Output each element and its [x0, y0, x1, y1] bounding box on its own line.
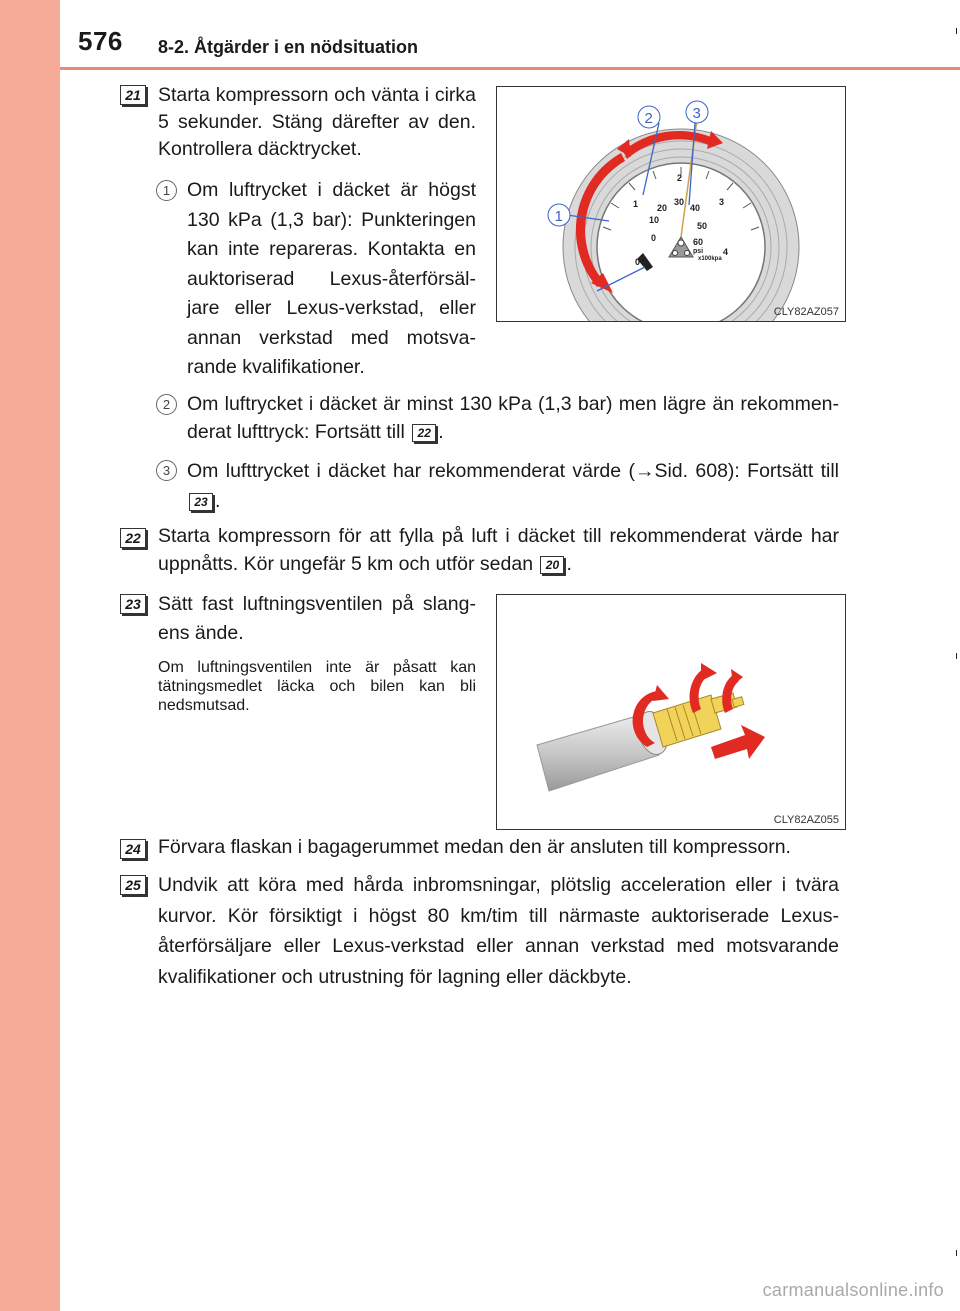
callout-1: 1 [554, 208, 563, 225]
gauge-label-outer-0: 0 [635, 257, 641, 267]
item-2-text-end: . [438, 421, 444, 443]
item-3-text-main: Om lufttrycket i däcket har rekommenderat värde (→Sid. 608): Fortsätt till [187, 460, 839, 482]
step-badge-23: 23 [120, 594, 146, 614]
margin-tick [956, 653, 957, 659]
gauge-illustration [497, 87, 845, 321]
step-22-text-end: . [566, 553, 572, 575]
gauge-label-inner-50: 50 [697, 221, 708, 231]
figure-pressure-gauge [496, 86, 846, 322]
page-number: 576 [78, 26, 123, 56]
item-3-text-end: . [215, 490, 221, 512]
valve-illustration [497, 595, 845, 829]
side-color-band [0, 0, 60, 1311]
gauge-label-outer-3: 3 [719, 197, 725, 207]
ref-badge-22: 22 [412, 424, 436, 442]
step-badge-21: 21 [120, 85, 146, 105]
gauge-label-inner-60: 60 [693, 237, 704, 247]
gauge-label-inner-20: 20 [657, 203, 668, 213]
margin-tick [956, 1250, 957, 1256]
figure-valve [496, 594, 846, 830]
item-2-text-main: Om luftrycket i däcket är minst 130 kPa (1,3 bar) men lägre än rekommen-derat lufttryck: Fortsätt till [187, 393, 839, 443]
step-22-text-main: Starta kompressorn för att fylla på luft i däcket till rekommenderat värde har uppnåtts. Kör ungefär 5 km och utför sedan [158, 525, 839, 575]
gauge-label-outer-2: 2 [677, 173, 683, 183]
figure-code: CLY82AZ055 [773, 814, 839, 826]
step-25-text: Undvik att köra med hårda inbromsningar, plötslig acceleration eller i tvära kurvor. Kör försiktigt i högst 80 km/tim till närmaste auktoriserade Lexus-återförsäljare eller Lexus-verkstad eller annan verkstad med motsvarande kvalifikationer och utrustning för lagning eller däckbyte. [158, 874, 839, 988]
gauge-label-inner-0: 0 [651, 233, 657, 243]
gauge-label-inner-40: 40 [690, 203, 701, 213]
gauge-label-outer-4: 4 [723, 247, 729, 257]
watermark: carmanualsonline.info [762, 1280, 944, 1300]
item-2-text [187, 390, 839, 446]
gauge-unit-kpa: x100kpa [698, 256, 722, 262]
gauge-unit-psi: psi [693, 248, 704, 255]
gauge-label-inner-30: 30 [674, 197, 685, 207]
marker-1: 1 [156, 180, 177, 201]
figure-code: CLY82AZ057 [773, 306, 839, 318]
callout-3: 3 [692, 105, 701, 122]
gauge-label-inner-10: 10 [649, 215, 660, 225]
callout-2: 2 [644, 110, 653, 127]
step-24-text: Förvara flaskan i bagagerummet medan den är ansluten till kompressorn. [158, 836, 791, 858]
step-23-text: Sätt fast luftningsventilen på slang-ens ände. [158, 593, 476, 644]
ref-badge-20: 20 [540, 556, 564, 574]
step-22-text [158, 522, 839, 578]
section-title: 8-2. Åtgärder i en nödsituation [158, 37, 419, 57]
item-1-text: Om luftrycket i däcket är högst 130 kPa (1,3 bar): Punkteringen kan inte repareras. Kontakta en auktoriserad Lexus-återförsäl-jare eller Lexus-verkstad, eller annan verkstad med motsva-rande kvalifikationer. [187, 179, 476, 378]
step-21-text: Starta kompressorn och vänta i cirka 5 sekunder. Stäng därefter av den. Kontrollera däcktrycket. [158, 84, 476, 160]
margin-tick [956, 28, 957, 34]
header-divider [60, 67, 960, 70]
marker-3: 3 [156, 460, 177, 481]
step-badge-24: 24 [120, 839, 146, 859]
step-badge-25: 25 [120, 875, 146, 895]
step-23-note: Om luftningsventilen inte är påsatt kan tätningsmedlet läcka och bilen kan bli nedsmutsad. [158, 659, 476, 714]
step-badge-22: 22 [120, 528, 146, 548]
marker-2: 2 [156, 394, 177, 415]
gauge-label-outer-1: 1 [633, 199, 639, 209]
item-3-text [187, 456, 839, 516]
ref-badge-23: 23 [189, 493, 213, 511]
